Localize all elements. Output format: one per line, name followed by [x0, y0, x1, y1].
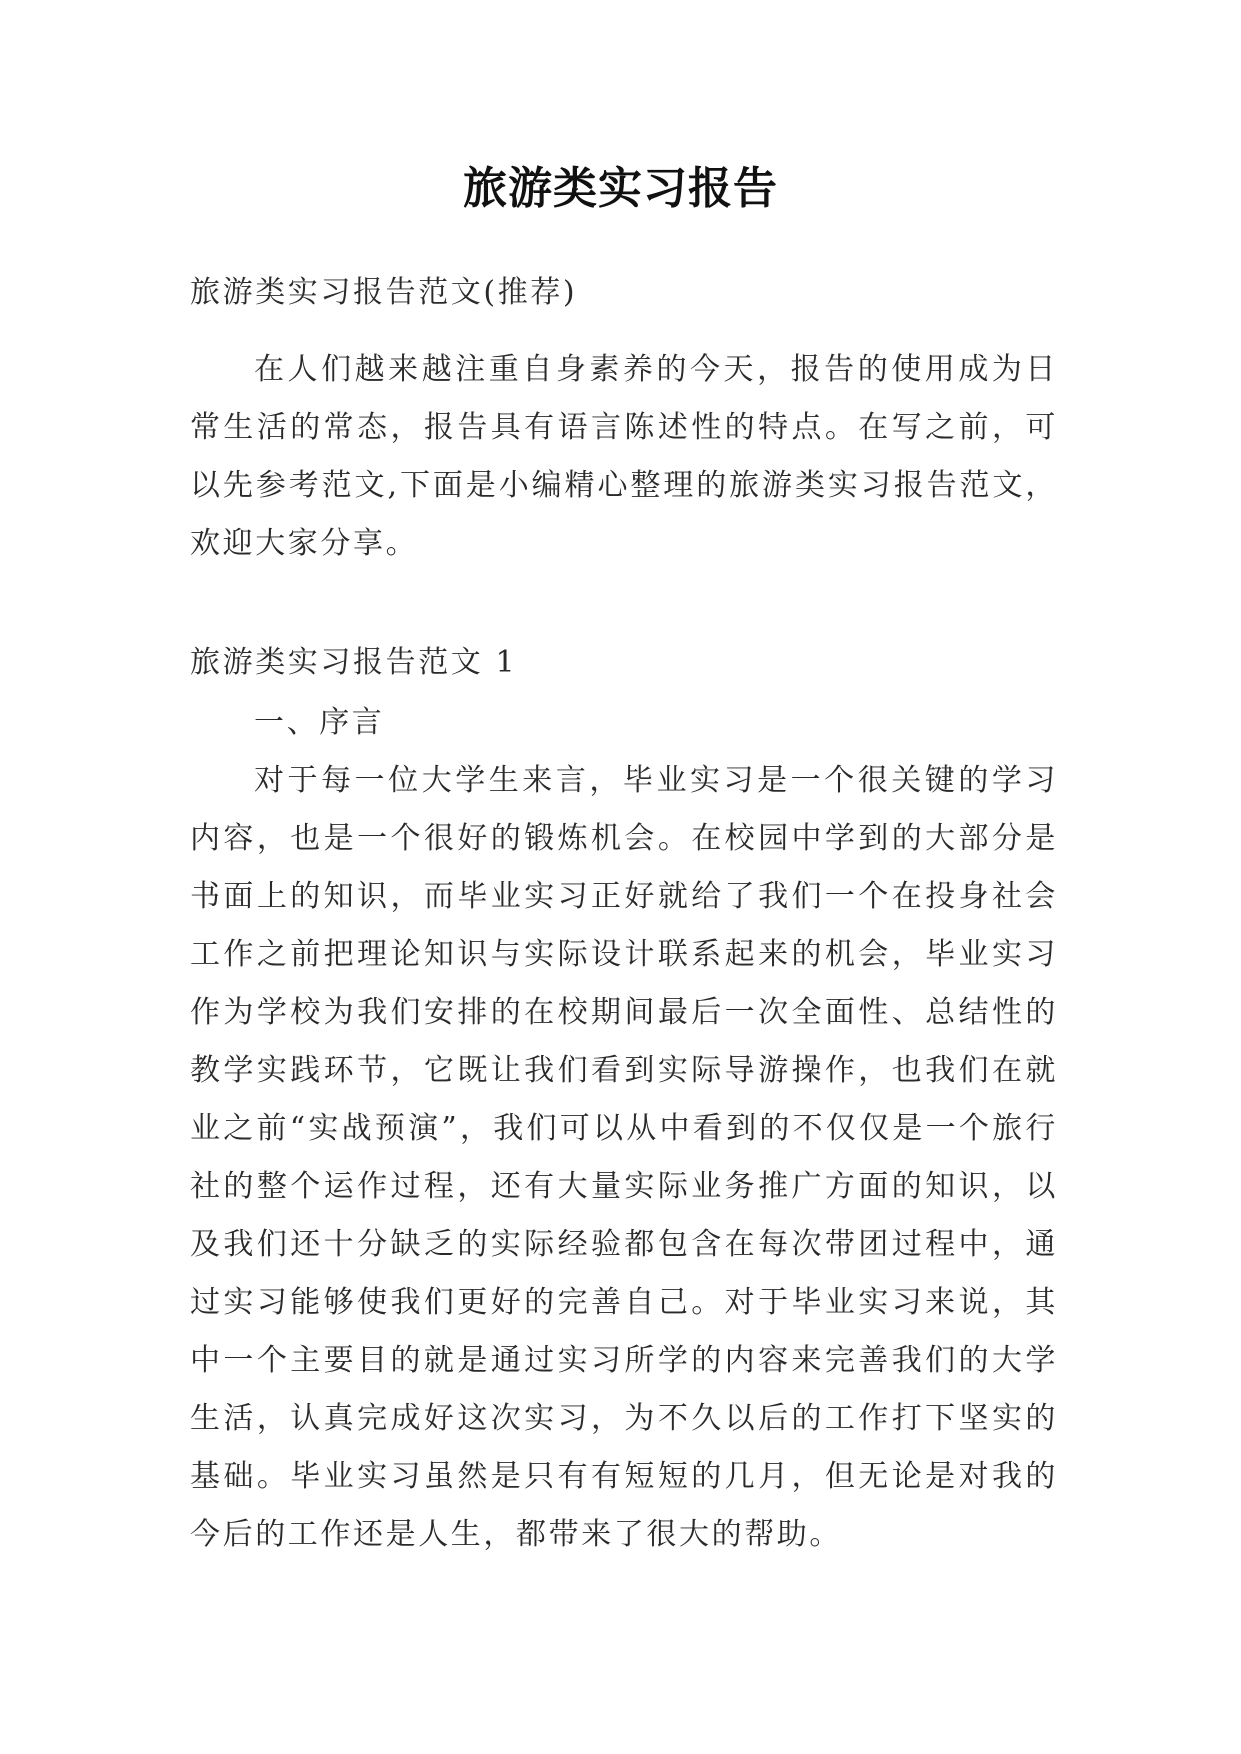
intro-paragraph: 在人们越来越注重自身素养的今天，报告的使用成为日常生活的常态，报告具有语言陈述性的特点。在写之前，可以先参考范文,下面是小编精心整理的旅游类实习报告范文，欢迎大家分享。: [190, 352, 1058, 561]
document-title: 旅游类实习报告: [463, 163, 778, 214]
document-subtitle: 旅游类实习报告范文(推荐): [190, 275, 578, 310]
preface-paragraph: 对于每一位大学生来言，毕业实习是一个很关键的学习内容，也是一个很好的锻炼机会。在校园中学到的大部分是书面上的知识，而毕业实习正好就给了我们一个在投身社会工作之前把理论知识与实际设计联系起来的机会，毕业实习作为学校为我们安排的在校期间最后一次全面性、总结性的教学实践环节，它既让我们看到实际导游操作，也我们在就业之前“实战预演”，我们可以从中看到的不仅仅是一个旅行社的整个运作过程，还有大量实际业务推广方面的知识，以及我们还十分缺乏的实际经验都包含在每次带团过程中，通过实习能够使我们更好的完善自己。对于毕业实习来说，其中一个主要目的就是通过实习所学的内容来完善我们的大学生活，认真完成好这次实习，为不久以后的工作打下坚实的基础。毕业实习虽然是只有有短短的几月，但无论是对我的今后的工作还是人生，都带来了很大的帮助。: [190, 763, 1058, 1552]
section-heading: 旅游类实习报告范文 1: [190, 645, 518, 680]
preface-heading: 一、序言: [254, 705, 385, 740]
